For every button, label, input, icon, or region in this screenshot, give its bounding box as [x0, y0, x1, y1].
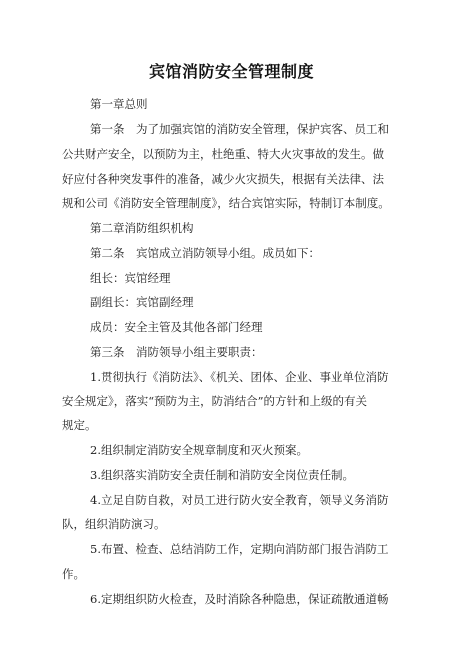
chapter-2-heading: 第二章消防组织机构 — [90, 221, 194, 235]
paragraph-line: 好应付各种突发事件的准备，减少火灾损失，根据有关法律、法 — [62, 172, 384, 186]
paragraph-line: 组长：宾馆经理 — [90, 271, 171, 285]
list-item-line: 作。 — [62, 567, 85, 581]
list-item-line: 队，组织消防演习。 — [62, 517, 166, 531]
paragraph-line: 成员：安全主管及其他各部门经理 — [90, 320, 263, 334]
paragraph-line: 第二条 宾馆成立消防领导小组。成员如下： — [90, 246, 320, 260]
paragraph-line: 第一条 为了加强宾馆的消防安全管理，保护宾客、员工和 — [90, 122, 389, 136]
list-item-line: 6.定期组织防火检查，及时消除各种隐患，保证疏散通道畅 — [90, 592, 389, 606]
list-item-line: 1.贯彻执行《消防法》、《机关、团体、企业、事业单位消防 — [90, 370, 389, 384]
chapter-1-heading: 第一章总则 — [90, 97, 148, 111]
list-item-line: 规定。 — [62, 418, 97, 432]
paragraph-line: 公共财产安全，以预防为主，杜绝重、特大火灾事故的发生。做 — [62, 147, 384, 161]
document-title: 宾馆消防安全管理制度 — [148, 62, 314, 81]
list-item-line: 安全规定》，落实“预防为主，防消结合”的方针和上级的有关 — [62, 394, 368, 408]
list-item-line: 3.组织落实消防安全责任制和消防安全岗位责任制。 — [90, 468, 354, 482]
list-item-line: 2.组织制定消防安全规章制度和灭火预案。 — [90, 443, 308, 457]
paragraph-line: 第三条 消防领导小组主要职责： — [90, 345, 263, 359]
paragraph-line: 副组长：宾馆副经理 — [90, 295, 194, 309]
list-item-line: 4.立足自防自救，对员工进行防火安全教育，领导义务消防 — [90, 493, 389, 507]
paragraph-line: 规和公司《消防安全管理制度》，结合宾馆实际，特制订本制度。 — [62, 196, 390, 210]
list-item-line: 5.布置、检查、总结消防工作，定期向消防部门报告消防工 — [90, 542, 389, 556]
